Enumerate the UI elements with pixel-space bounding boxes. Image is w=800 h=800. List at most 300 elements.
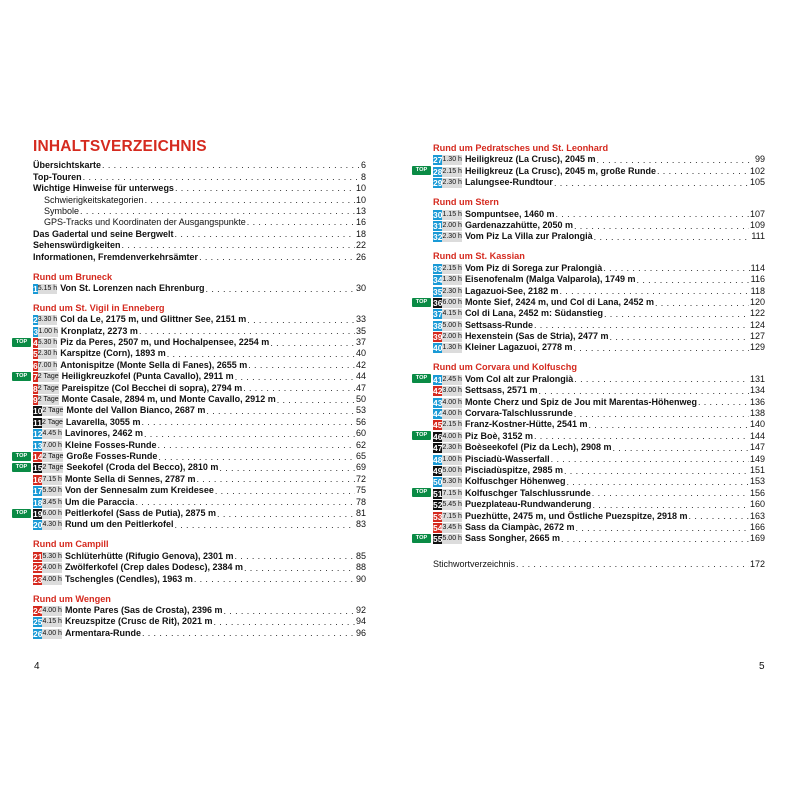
leader-dots <box>248 360 355 370</box>
tour-page: 131 <box>749 373 765 384</box>
tour-page: 72 <box>355 473 366 484</box>
tour-number: 50 <box>433 477 443 488</box>
leader-dots <box>655 298 749 308</box>
tour-page: 105 <box>749 177 765 188</box>
tour-duration: 1.30 h <box>442 156 462 164</box>
tour-entry[interactable] <box>433 510 765 521</box>
tour-entry[interactable] <box>433 208 765 219</box>
stichwort-page: 172 <box>749 558 765 569</box>
tour-entry[interactable] <box>433 177 765 188</box>
tour-entry[interactable] <box>433 522 765 533</box>
leader-dots <box>199 252 355 263</box>
tour-entry[interactable] <box>433 476 765 487</box>
toc-entry-page: 22 <box>355 240 366 251</box>
tour-entry[interactable] <box>433 331 765 342</box>
tour-number: 38 <box>433 320 443 331</box>
section-heading: Rund um St. Vigil in Enneberg <box>33 302 165 313</box>
tour-number: 36 <box>433 297 443 308</box>
tour-duration: 2 Tage <box>42 452 64 460</box>
tour-number: 37 <box>433 309 443 320</box>
tour-duration: 1.00 h <box>38 327 58 335</box>
leader-dots <box>144 429 355 439</box>
leader-dots <box>158 452 355 462</box>
tour-page: 114 <box>750 262 765 273</box>
tour-page: 134 <box>749 385 765 396</box>
section-heading: Rund um Corvara und Kolfuschg <box>433 362 577 373</box>
toc-entry-label: Symbole <box>44 205 80 216</box>
tour-name: Von der Sennesalm zum Kreidesee <box>64 485 214 496</box>
toc-entry-label: Das Gadertal und seine Bergwelt <box>33 228 174 239</box>
tour-name: Karspitze (Corn), 1893 m <box>60 348 166 359</box>
tour-number: 19 <box>33 508 43 519</box>
tour-entry[interactable] <box>33 519 366 530</box>
tour-duration: 4.00 h <box>42 564 62 572</box>
tour-number: 55 <box>433 534 443 545</box>
leader-dots <box>689 511 749 521</box>
tour-name: Lalungsee-Rundtour <box>464 177 553 188</box>
tour-page: 122 <box>749 308 765 319</box>
tour-page: 94 <box>355 616 366 627</box>
right-column <box>415 134 765 570</box>
tour-duration: 5.00 h <box>442 321 462 329</box>
tour-number: 26 <box>33 628 43 639</box>
tour-page: 149 <box>749 453 765 464</box>
tour-duration: 4.00 h <box>442 398 462 406</box>
tour-number: 54 <box>433 522 443 533</box>
tour-name: Settsass, 2571 m <box>464 385 538 396</box>
leader-dots <box>122 240 355 251</box>
toc-entry[interactable] <box>33 160 366 171</box>
tour-page: 136 <box>749 396 765 407</box>
tour-entry[interactable] <box>33 348 366 359</box>
tour-duration: 4.15 h <box>42 618 62 626</box>
tour-name: Pisciadù-Wasserfall <box>464 453 550 464</box>
tour-name: Monte Sella di Sennes, 2787 m <box>64 473 196 484</box>
tour-entry[interactable] <box>433 220 765 231</box>
tour-entry[interactable] <box>33 359 366 370</box>
tour-entry[interactable] <box>433 319 765 330</box>
leader-dots <box>592 500 749 510</box>
tour-duration: 2.45 h <box>442 375 462 383</box>
tour-name: Kleine Fosses-Runde <box>64 439 157 450</box>
tour-page: 56 <box>355 416 366 427</box>
section-heading: Rund um St. Kassian <box>433 251 525 262</box>
toc-entry-label: Informationen, Fremdenverkehrsämter <box>33 251 199 262</box>
stichwort-label: Stichwortverzeichnis <box>433 558 516 569</box>
tour-number: 22 <box>33 563 43 574</box>
toc-entry-page: 8 <box>360 171 366 182</box>
tour-number: 11 <box>33 417 42 428</box>
tour-name: Col di Lana, 2452 m: Südanstieg <box>464 308 603 319</box>
tour-name: Schlüterhütte (Rifugio Genova), 2301 m <box>64 550 234 561</box>
section-heading: Rund um Bruneck <box>33 271 113 282</box>
toc-entry-page: 10 <box>355 183 366 194</box>
tour-duration: 2.30 h <box>442 287 462 295</box>
tour-page: 124 <box>749 319 765 330</box>
top-badge: TOP <box>412 488 431 497</box>
tour-name: Kleiner Lagazuoi, 2778 m <box>464 342 573 353</box>
tour-page: 37 <box>355 337 366 348</box>
tour-page: 85 <box>355 550 366 561</box>
tour-name: Seekofel (Croda del Becco), 2810 m <box>66 462 219 473</box>
tour-number: 44 <box>433 409 443 420</box>
tour-name: Von St. Lorenzen nach Ehrenburg <box>60 282 205 293</box>
tour-number: 30 <box>433 209 443 220</box>
section-heading: Rund um Pedratsches und St. Leonhard <box>433 143 609 153</box>
toc-entry-label: Wichtige Hinweise für unterwegs <box>33 183 174 194</box>
tour-name: Zwölferkofel (Crep dales Dodesc), 2384 m <box>64 562 243 573</box>
tour-entry[interactable] <box>33 573 366 584</box>
tour-entry[interactable] <box>33 605 366 616</box>
leader-dots <box>83 172 360 183</box>
tour-entry[interactable] <box>433 285 765 296</box>
tour-page: 153 <box>749 476 765 487</box>
top-badge: TOP <box>12 338 31 347</box>
tour-number: 47 <box>433 443 443 454</box>
tour-duration: 5.00 h <box>442 535 462 543</box>
tour-page: 42 <box>355 359 366 370</box>
tour-number: 24 <box>33 605 43 616</box>
leader-dots <box>247 315 355 325</box>
toc-entry[interactable] <box>33 183 366 194</box>
tour-number: 42 <box>433 386 443 397</box>
tour-number: 31 <box>433 220 443 231</box>
tour-page: 99 <box>754 154 765 165</box>
top-badge: TOP <box>12 509 31 518</box>
tour-entry[interactable] <box>15 462 366 474</box>
leader-dots <box>574 221 749 231</box>
leader-dots <box>603 263 749 273</box>
tour-duration: 2.15 h <box>442 421 462 429</box>
tour-entry[interactable] <box>33 428 366 439</box>
tour-name: Heiligkreuz (La Crusc), 2045 m, große Runde <box>464 165 656 176</box>
tour-entry[interactable] <box>433 274 765 285</box>
tour-name: Piz Boè, 3152 m <box>464 430 533 441</box>
tour-name: Armentara-Runde <box>64 627 141 638</box>
tour-number: 35 <box>433 286 443 297</box>
tour-entry[interactable] <box>33 485 366 496</box>
tour-entry[interactable] <box>15 337 366 349</box>
toc-entry[interactable] <box>33 217 366 228</box>
tour-entry[interactable] <box>33 627 366 638</box>
tour-page: 90 <box>355 573 366 584</box>
tour-entry[interactable] <box>15 450 366 462</box>
tour-number: 9 <box>33 395 38 406</box>
tour-name: Sass da Ciampàc, 2672 m <box>464 521 575 532</box>
toc-entry-label: GPS-Tracks und Koordinaten der Ausgangspunkte <box>44 217 246 228</box>
tour-name: Monte Pares (Sas de Crosta), 2396 m <box>64 604 223 615</box>
tour-number: 25 <box>33 617 43 628</box>
tour-duration: 4.45 h <box>42 430 62 438</box>
tour-page: 118 <box>750 285 765 296</box>
tour-name: Monte Cherz und Spiz de Jou mit Marentas-Höhenweg <box>464 396 697 407</box>
tour-number: 12 <box>33 429 43 440</box>
tour-page: 151 <box>749 464 765 475</box>
tour-name: Sompuntsee, 1460 m <box>464 208 555 219</box>
tour-entry[interactable] <box>33 382 366 393</box>
tour-number: 34 <box>433 275 443 286</box>
tour-page: 102 <box>749 165 765 176</box>
tour-duration: 2 Tage <box>37 384 59 392</box>
tour-entry[interactable] <box>433 442 765 453</box>
tour-number: 48 <box>433 454 443 465</box>
tour-name: Lavarella, 3055 m <box>65 416 141 427</box>
tour-name: Boèseekofel (Piz da Lech), 2908 m <box>464 442 612 453</box>
tour-name: Antonispitze (Monte Sella di Fanes), 2655 m <box>60 359 248 370</box>
toc-entry[interactable] <box>33 251 366 262</box>
tour-entry[interactable] <box>433 231 765 242</box>
tour-duration: 2.30 h <box>37 350 58 358</box>
tour-duration: 2.00 h <box>442 333 462 341</box>
tour-entry[interactable] <box>33 439 366 450</box>
tour-page: 60 <box>355 428 366 439</box>
top-badge: TOP <box>412 298 431 307</box>
tour-entry[interactable] <box>33 550 366 561</box>
tour-page: 111 <box>751 231 765 242</box>
leader-dots <box>80 206 355 217</box>
tour-page: 78 <box>355 496 366 507</box>
tour-entry[interactable] <box>33 405 366 416</box>
tour-duration: 7.15 h <box>442 512 462 520</box>
tour-number: 28 <box>433 166 443 177</box>
tour-number: 14 <box>33 451 43 462</box>
tour-entry[interactable] <box>415 373 765 385</box>
toc-entry-label: Top-Touren <box>33 171 82 182</box>
tour-entry[interactable] <box>33 325 366 336</box>
leader-dots <box>555 209 748 219</box>
tour-duration: 2.15 h <box>442 167 462 175</box>
tour-number: 4 <box>33 338 38 349</box>
tour-entry[interactable] <box>433 396 765 407</box>
stichwort-entry[interactable] <box>433 558 765 569</box>
toc-entry[interactable] <box>33 171 366 182</box>
tour-entry[interactable] <box>415 487 765 499</box>
leader-dots <box>139 326 355 336</box>
tour-page: 62 <box>355 439 366 450</box>
leader-dots <box>594 232 751 242</box>
section-heading: Rund um Campill <box>33 539 109 550</box>
tour-name: Peitlerkofel (Sass de Putia), 2875 m <box>64 507 217 518</box>
leader-dots <box>566 477 749 487</box>
top-badge: TOP <box>412 431 431 440</box>
leader-dots <box>539 386 749 396</box>
tour-name: Lavinores, 2462 m <box>64 428 143 439</box>
leader-dots <box>554 178 749 188</box>
tour-name: Pareispitze (Col Becchei di sopra), 2794 m <box>61 382 243 393</box>
tour-entry[interactable] <box>433 385 765 396</box>
tour-number: 21 <box>33 551 43 562</box>
tour-entry[interactable] <box>433 342 765 353</box>
tour-duration: 1.30 h <box>442 344 462 352</box>
tour-page: 109 <box>749 219 765 230</box>
leader-dots <box>247 217 355 228</box>
leader-dots <box>135 497 355 507</box>
tour-number: 46 <box>433 431 443 442</box>
leader-dots <box>217 509 355 519</box>
tour-duration: 5.30 h <box>42 552 62 560</box>
tour-duration: 1.00 h <box>442 455 462 463</box>
tour-page: 83 <box>355 519 366 530</box>
tour-page: 147 <box>749 442 765 453</box>
toc-entry[interactable] <box>33 194 366 205</box>
toc-entry-page: 18 <box>355 228 366 239</box>
tour-entry[interactable] <box>33 616 366 627</box>
leader-dots <box>194 574 355 584</box>
leader-dots <box>141 417 355 427</box>
tour-page: 140 <box>749 419 765 430</box>
tour-entry[interactable] <box>33 496 366 507</box>
page-number-right: 5 <box>759 661 765 672</box>
tour-entry[interactable] <box>433 499 765 510</box>
tour-entry[interactable] <box>415 296 765 308</box>
leader-dots <box>698 397 749 407</box>
tour-page: 129 <box>749 342 765 353</box>
tour-name: Heiligkreuzkofel (Punta Cavallo), 2911 m <box>61 371 234 382</box>
tour-name: Franz-Kostner-Hütte, 2541 m <box>464 419 588 430</box>
tour-entry[interactable] <box>33 314 366 325</box>
top-badge: TOP <box>412 374 431 383</box>
tour-page: 40 <box>355 348 366 359</box>
tour-page: 160 <box>749 499 765 510</box>
tour-name: Vom Piz di Sorega zur Pralongià <box>464 262 603 273</box>
tour-duration: 5.45 h <box>442 501 462 509</box>
leader-dots <box>175 229 355 240</box>
leader-dots <box>224 606 355 616</box>
tour-number: 8 <box>33 383 38 394</box>
top-badge: TOP <box>412 166 431 175</box>
leader-dots <box>234 551 355 561</box>
tour-entry[interactable] <box>33 394 366 405</box>
tour-page: 81 <box>355 507 366 518</box>
tour-entry[interactable] <box>433 262 765 273</box>
tour-number: 16 <box>33 474 43 485</box>
sections-right <box>415 142 765 545</box>
tour-number: 51 <box>433 488 443 499</box>
tour-name: Puezplateau-Rundwanderung <box>464 499 592 510</box>
tour-number: 18 <box>33 497 43 508</box>
tour-name: Sass Songher, 2665 m <box>464 533 560 544</box>
tour-entry[interactable] <box>15 507 366 519</box>
tour-name: Kronplatz, 2273 m <box>60 325 138 336</box>
tour-entry[interactable] <box>433 408 765 419</box>
tour-duration: 4.00 h <box>442 432 462 440</box>
tour-duration: 4.00 h <box>42 606 62 614</box>
tour-page: 169 <box>749 533 765 544</box>
tour-duration: 4.00 h <box>442 410 462 418</box>
tour-duration: 2.30 h <box>442 179 462 187</box>
tour-entry[interactable] <box>433 154 765 165</box>
tour-page: 163 <box>749 510 765 521</box>
tour-page: 156 <box>749 487 765 498</box>
tour-duration: 4.00 h <box>42 629 62 637</box>
leader-dots <box>588 420 749 430</box>
tour-duration: 2 Tage <box>37 396 59 404</box>
tour-name: Vom Piz La Villa zur Pralongià <box>464 231 593 242</box>
tour-duration: 3.45 h <box>442 523 462 531</box>
tour-duration: 1.30 h <box>442 276 462 284</box>
toc-entry[interactable] <box>33 240 366 251</box>
tour-entry[interactable] <box>415 430 765 442</box>
tour-entry[interactable] <box>433 308 765 319</box>
leader-dots <box>235 372 355 382</box>
tour-name: Tschengles (Cendles), 1963 m <box>64 573 193 584</box>
tour-name: Puezhütte, 2475 m, und Östliche Puezspitze, 2918 m <box>464 510 688 521</box>
page-title: INHALTSVERZEICHNIS <box>33 138 207 155</box>
leader-dots <box>213 617 355 627</box>
tour-name: Heiligkreuz (La Crusc), 2045 m <box>464 154 596 165</box>
tour-number: 17 <box>33 486 43 497</box>
leader-dots <box>576 523 749 533</box>
tour-page: 96 <box>355 627 366 638</box>
tour-entry[interactable] <box>33 473 366 484</box>
tour-page: 44 <box>355 371 366 382</box>
tour-entry[interactable] <box>433 465 765 476</box>
toc-entry-page: 16 <box>355 217 366 228</box>
tour-name: Hexenstein (Sas de Stria), 2477 m <box>464 331 609 342</box>
tour-entry[interactable] <box>33 562 366 573</box>
tour-entry[interactable] <box>33 416 366 427</box>
leader-dots <box>270 338 355 348</box>
tour-page: 88 <box>355 562 366 573</box>
toc-entry[interactable] <box>33 206 366 217</box>
page-number-left: 4 <box>34 661 40 672</box>
tour-name: Col da Le, 2175 m, und Glittner See, 2151 m <box>60 314 247 325</box>
leader-dots <box>574 374 749 384</box>
leader-dots <box>551 454 749 464</box>
tour-entry[interactable] <box>33 283 366 294</box>
tour-name: Gardenazzahütte, 2050 m <box>464 219 573 230</box>
tour-name: Eisenofenalm (Malga Valparola), 1749 m <box>464 274 636 285</box>
tour-number: 15 <box>33 463 43 474</box>
tour-duration: 6.00 h <box>442 298 462 306</box>
tour-duration: 5.00 h <box>442 466 462 474</box>
tour-name: Rund um den Peitlerkofel <box>64 519 174 530</box>
tour-number: 49 <box>433 465 443 476</box>
toc-entry-page: 26 <box>355 251 366 262</box>
tour-duration: 4.00 h <box>42 575 62 583</box>
tour-entry[interactable] <box>415 165 765 177</box>
toc-entry[interactable] <box>33 228 366 239</box>
top-badge: TOP <box>12 463 31 472</box>
leader-dots <box>613 443 749 453</box>
toc-entry-label: Übersichtskarte <box>33 160 102 171</box>
tour-entry[interactable] <box>415 533 765 545</box>
tour-entry[interactable] <box>15 371 366 383</box>
tour-name: Corvara-Talschlussrunde <box>464 408 573 419</box>
leader-dots <box>206 406 355 416</box>
section-heading: Rund um Stern <box>433 197 499 208</box>
toc-entry-label: Schwierigkeitskategorien <box>44 194 144 205</box>
leader-dots <box>167 349 355 359</box>
tour-number: 3 <box>33 326 39 337</box>
tour-page: 127 <box>749 331 765 342</box>
tour-number: 1 <box>33 283 38 294</box>
tour-number: 23 <box>33 574 43 585</box>
tour-name: Große Fosses-Runde <box>66 450 158 461</box>
leader-dots <box>197 474 355 484</box>
leader-dots <box>142 628 355 638</box>
tour-entry[interactable] <box>433 419 765 430</box>
tour-page: 69 <box>355 462 366 473</box>
toc-entry-page: 6 <box>360 160 366 171</box>
top-badge: TOP <box>412 534 431 543</box>
leader-dots <box>215 486 355 496</box>
tour-duration: 2.00 h <box>442 221 462 229</box>
tour-entry[interactable] <box>433 453 765 464</box>
tour-duration: 3.30 h <box>37 316 58 324</box>
tour-page: 166 <box>749 521 765 532</box>
tour-page: 120 <box>749 296 765 307</box>
